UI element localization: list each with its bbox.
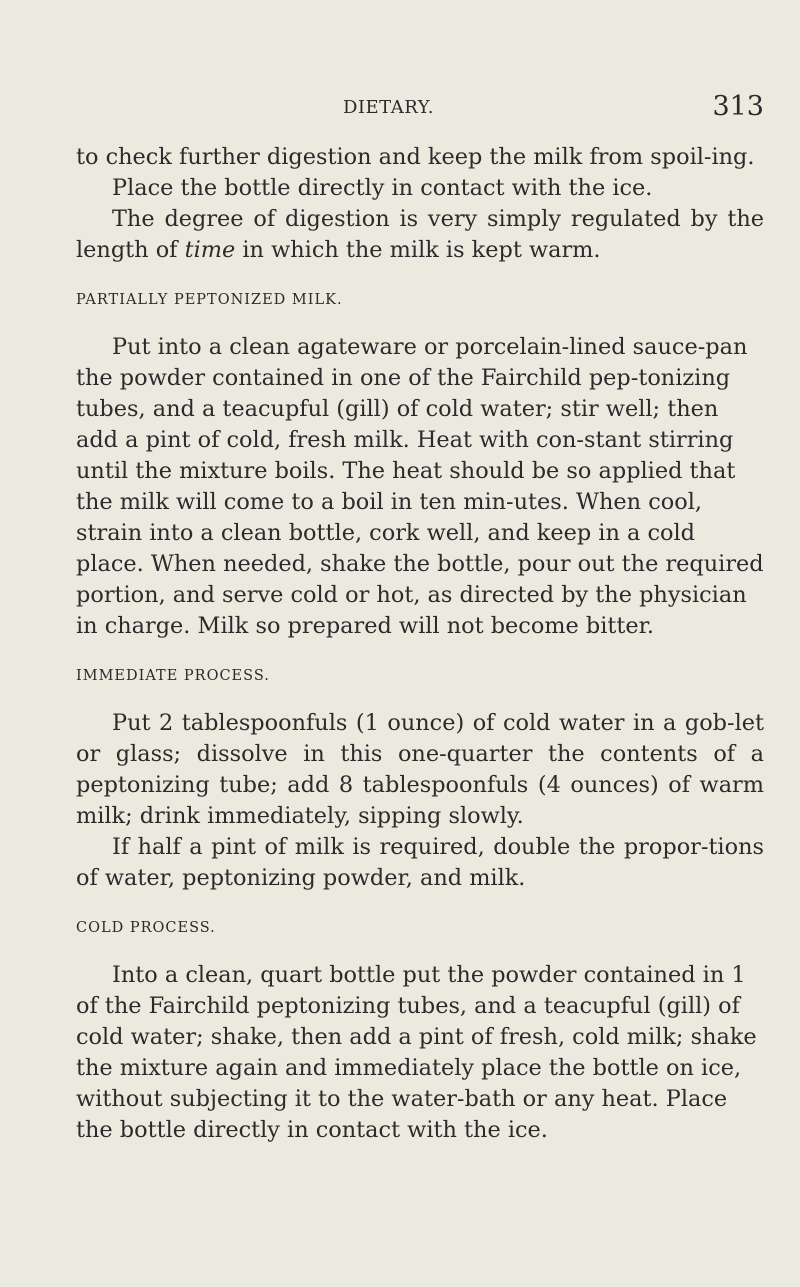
intro-paragraph-1: to check further digestion and keep the milk from spoil-ing. bbox=[76, 144, 755, 170]
section-heading-partially-peptonized: PARTIALLY PEPTONIZED MILK. bbox=[76, 292, 343, 308]
cold-paragraph: Into a clean, quart bottle put the powder contained in 1 of the Fairchild peptonizing tubes, and a teacupful (gill) of cold water; shake, then add a pint of fresh, cold milk; shake the mixture again and immediately place the bottle on ice, without subjecting it to the water-bath or any heat. Place the bottle directly in contact with the ice. bbox=[76, 962, 757, 1143]
intro-paragraph-3 bbox=[76, 204, 764, 266]
intro-p3-after: in which the milk is kept warm. bbox=[235, 237, 601, 263]
partially-paragraph: Put into a clean agateware or porcelain-lined sauce-pan the powder contained in one of the Fairchild pep-tonizing tubes, and a teacupful (gill) of cold water; stir well; then add a pint of cold, fresh milk. Heat with con-stant stirring until the mixture boils. The heat should be so applied that the milk will come to a boil in ten min-utes. When cool, strain into a clean bottle, cork well, and keep in a cold place. When needed, shake the bottle, pour out the required portion, and serve cold or hot, as directed by the physician in charge. Milk so prepared will not become bitter. bbox=[76, 334, 764, 639]
page-body bbox=[76, 142, 764, 1146]
intro-p3-before: The degree of digestion is very simply regulated by the length of bbox=[76, 206, 764, 263]
section-heading-cold-process: COLD PROCESS. bbox=[76, 920, 216, 936]
immediate-paragraph-2: If half a pint of milk is required, double the propor-tions of water, peptonizing powder, and milk. bbox=[76, 834, 764, 891]
running-head: DIETARY. bbox=[343, 97, 434, 118]
immediate-paragraph-1: Put 2 tablespoonfuls (1 ounce) of cold water in a gob-let or glass; dissolve in this one-quarter the contents of a peptonizing tube; add 8 tablespoonfuls (4 ounces) of warm milk; drink immediately, sipping slowly. bbox=[76, 710, 764, 829]
section-heading-immediate-process: IMMEDIATE PROCESS. bbox=[76, 668, 270, 684]
intro-paragraph-2: Place the bottle directly in contact with the ice. bbox=[112, 175, 653, 201]
page-number: 313 bbox=[712, 91, 764, 122]
page-header bbox=[76, 91, 764, 125]
intro-p3-emphasis: time bbox=[184, 237, 236, 263]
